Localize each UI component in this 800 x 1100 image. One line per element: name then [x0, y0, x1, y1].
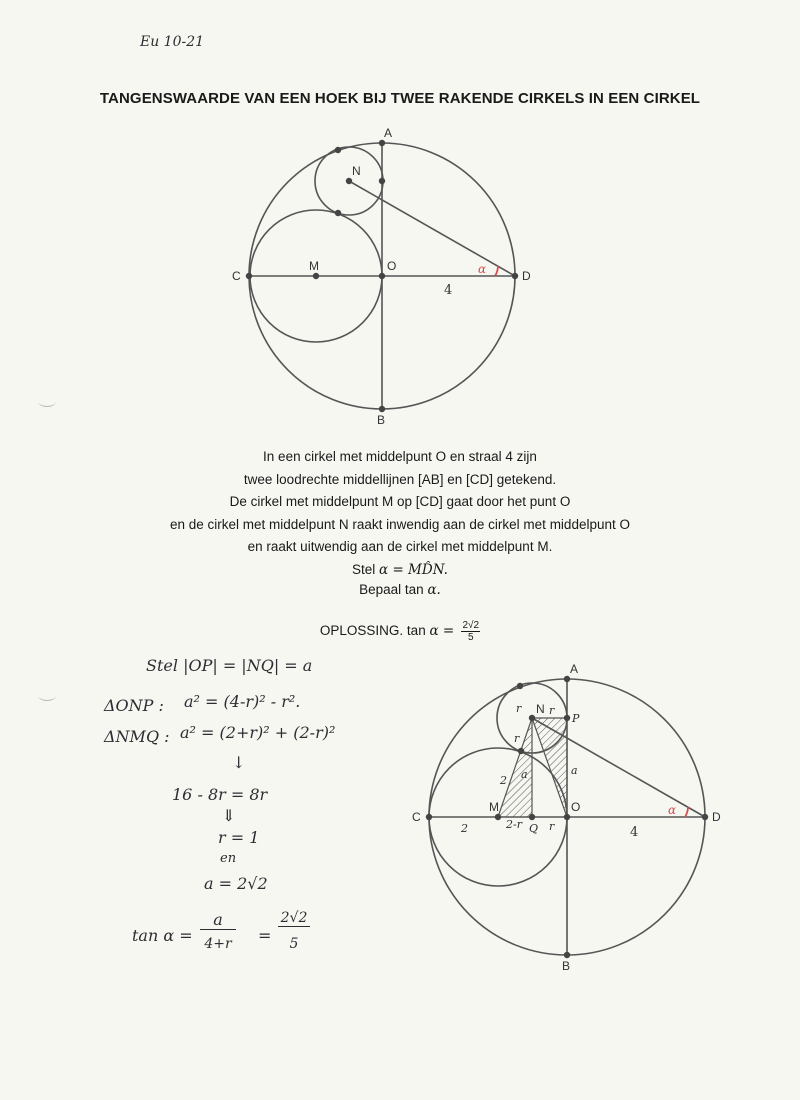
label-P: P [572, 712, 580, 725]
solution-denominator: 5 [468, 632, 474, 643]
hw-arrow-1: ↓ [232, 753, 246, 772]
label-radius-4: 4 [444, 283, 453, 298]
hw-tan-den: 4+r [204, 936, 232, 952]
problem-line: De cirkel met middelpunt M op [CD] gaat door het punt O [229, 494, 571, 509]
problem-line: en raakt uitwendig aan de cirkel met middelpunt M. [247, 539, 553, 554]
hw-nmq-label: ΔNMQ : [104, 727, 170, 746]
stel-math: α = MD̂N. [379, 561, 448, 578]
point-Q [529, 814, 535, 820]
seg-label-QO: r [549, 820, 555, 833]
label-alpha: α [478, 262, 487, 276]
seg-label-r-top: r [516, 702, 522, 715]
point-D-2 [702, 814, 708, 820]
problem-line: twee loodrechte middellijnen [AB] en [CD] getekend. [243, 471, 557, 487]
seg-label-NQ: a [521, 768, 528, 781]
label-B: B [377, 413, 386, 427]
hw-tan-lhs: tan α = [132, 926, 193, 945]
label-C: C [232, 269, 241, 283]
hw-onp-eq: a² = (4-r)² - r². [184, 692, 301, 711]
problem-line: en de cirkel met middelpunt N raakt inwendig aan de cirkel met middelpunt O [170, 516, 630, 532]
tangent-point-M-2 [518, 748, 524, 754]
hw-stel: Stel |OP| = |NQ| = a [146, 656, 313, 675]
label-O-2: O [571, 800, 581, 814]
label-radius-4-2: 4 [630, 825, 639, 840]
point-M-2 [495, 814, 501, 820]
point-B-2 [564, 952, 570, 958]
document-code: Eu 10-21 [140, 34, 205, 50]
hw-step-4: a = 2√2 [204, 874, 268, 893]
point-N-2 [529, 715, 535, 721]
seg-label-MQ: 2-r [506, 818, 522, 831]
label-D: D [522, 269, 531, 283]
point-O-2 [564, 814, 570, 820]
hw-onp-label: ΔONP : [104, 696, 164, 715]
solution-math: α = [429, 623, 459, 640]
label-M: M [309, 259, 319, 273]
seg-label-OP: a [571, 764, 578, 777]
hw-tan-eq: = [258, 926, 272, 945]
hw-nmq-eq: a² = (2+r)² + (2-r)² [180, 723, 336, 742]
label-B-2: B [562, 959, 571, 973]
label-N-2: N [536, 702, 545, 716]
label-C-2: C [412, 810, 421, 824]
point-A-2 [564, 676, 570, 682]
hw-tan-rden: 5 [289, 936, 299, 952]
label-D-2: D [712, 810, 721, 824]
label-M-2: M [489, 800, 499, 814]
hw-step-1: 16 - 8r = 8r [172, 785, 268, 804]
ask-math: α. [427, 582, 441, 598]
hw-step-2: r = 1 [218, 828, 260, 847]
tangent-point-big-2 [517, 683, 523, 689]
label-alpha-2: α [668, 803, 677, 817]
hw-tan-rnum: 2√2 [278, 910, 310, 927]
label-N: N [352, 164, 361, 178]
seg-label-r-left: r [514, 732, 520, 745]
seg-label-NM: 2 [500, 774, 507, 787]
point-P [564, 715, 570, 721]
label-Q: Q [529, 822, 539, 835]
solution-label: OPLOSSING. tan [319, 623, 430, 639]
seg-label-NP: r [549, 704, 555, 717]
seg-label-CM: 2 [461, 822, 468, 835]
angle-arc-alpha-2 [685, 807, 688, 817]
point-C-2 [426, 814, 432, 820]
label-A-2: A [570, 662, 579, 676]
label-A: A [384, 126, 393, 140]
hw-step-3: en [220, 851, 237, 866]
ask-prefix: Bepaal tan [359, 582, 428, 597]
hw-arrow-2: ⇓ [222, 806, 236, 825]
page-title: TANGENSWAARDE VAN EEN HOEK BIJ TWEE RAKENDE CIRKELS IN EEN CIRKEL [99, 90, 701, 107]
hw-tan-num: a [200, 910, 236, 930]
label-O: O [387, 259, 397, 273]
stel-prefix: Stel [352, 561, 380, 577]
problem-line: In een cirkel met middelpunt O en straal 4 zijn [263, 449, 537, 464]
solution-numerator: 2√2 [462, 620, 480, 631]
